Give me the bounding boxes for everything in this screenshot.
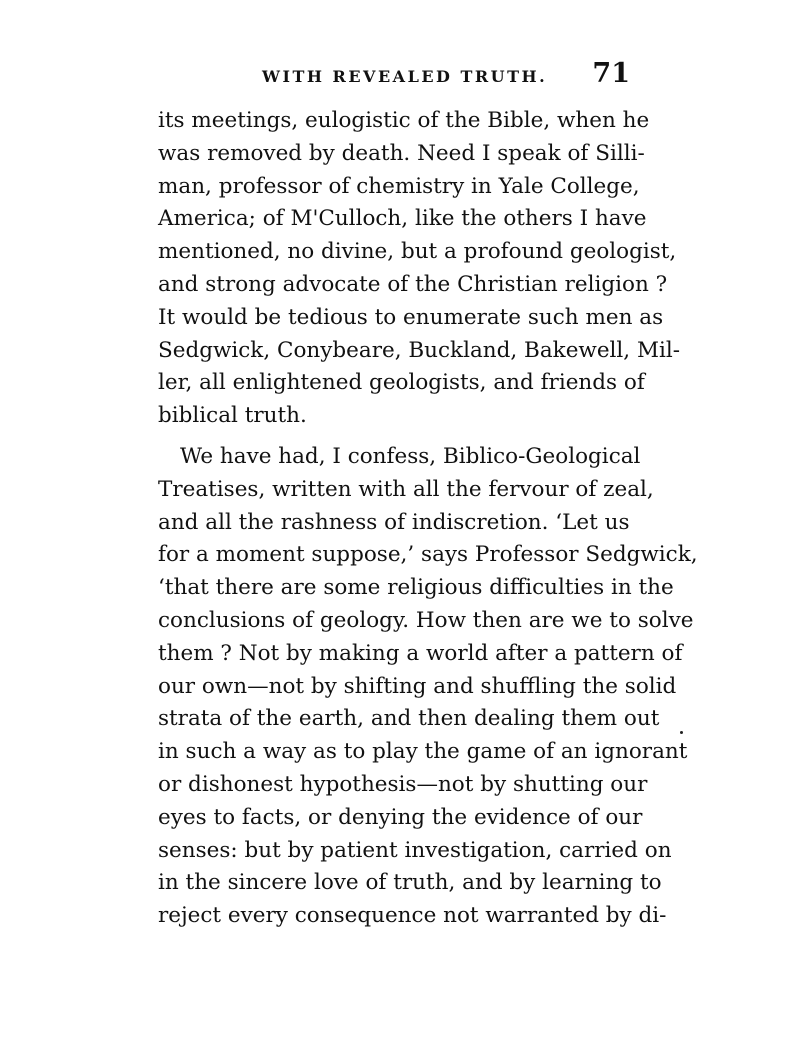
text-line: and strong advocate of the Christian religion ?: [158, 271, 668, 297]
paragraph-2: [158, 441, 698, 933]
text-line: ler, all enlightened geologists, and friends of: [158, 370, 645, 396]
paragraph-1: [158, 105, 680, 433]
text-line: America; of M'Culloch, like the others I have: [158, 206, 647, 232]
page-number: 71: [592, 58, 630, 89]
text-line: our own—not by shifting and shuffling the solid: [158, 673, 677, 699]
text-line: conclusions of geology. How then are we to solve: [158, 607, 694, 633]
text-line: Treatises, written with all the fervour of zeal,: [158, 476, 654, 502]
running-title: WITH REVEALED TRUTH.: [262, 67, 548, 86]
page-header: [262, 58, 630, 98]
text-line: senses: but by patient investigation, carried on: [158, 837, 672, 863]
text-line: man, professor of chemistry in Yale College,: [158, 173, 640, 199]
text-line: or dishonest hypothesis—not by shutting our: [158, 771, 648, 797]
text-line: and all the rashness of indiscretion. ‘Let us: [158, 509, 630, 535]
text-line: We have had, I confess, Biblico-Geological: [180, 443, 641, 469]
text-line: biblical truth.: [158, 403, 307, 429]
text-line: eyes to facts, or denying the evidence of our: [158, 804, 643, 830]
text-line: strata of the earth, and then dealing them out: [158, 706, 660, 732]
text-line: It would be tedious to enumerate such men as: [158, 304, 664, 330]
text-line: ‘that there are some religious difficulties in the: [158, 575, 674, 601]
text-line: its meetings, eulogistic of the Bible, when he: [158, 108, 650, 133]
text-line: in such a way as to play the game of an ignorant: [158, 739, 688, 765]
text-line: Sedgwick, Conybeare, Buckland, Bakewell, Mil-: [158, 337, 680, 363]
text-line: reject every consequence not warranted by di-: [158, 903, 667, 929]
text-line: mentioned, no divine, but a profound geologist,: [158, 239, 677, 265]
text-line: in the sincere love of truth, and by learning to: [158, 870, 662, 896]
text-line: for a moment suppose,’ says Professor Sedgwick,: [158, 542, 698, 568]
body-text: [158, 105, 698, 933]
text-line: was removed by death. Need I speak of Silli-: [158, 140, 645, 166]
text-line: them ? Not by making a world after a pattern of: [158, 640, 683, 666]
ink-speck: [680, 731, 683, 734]
